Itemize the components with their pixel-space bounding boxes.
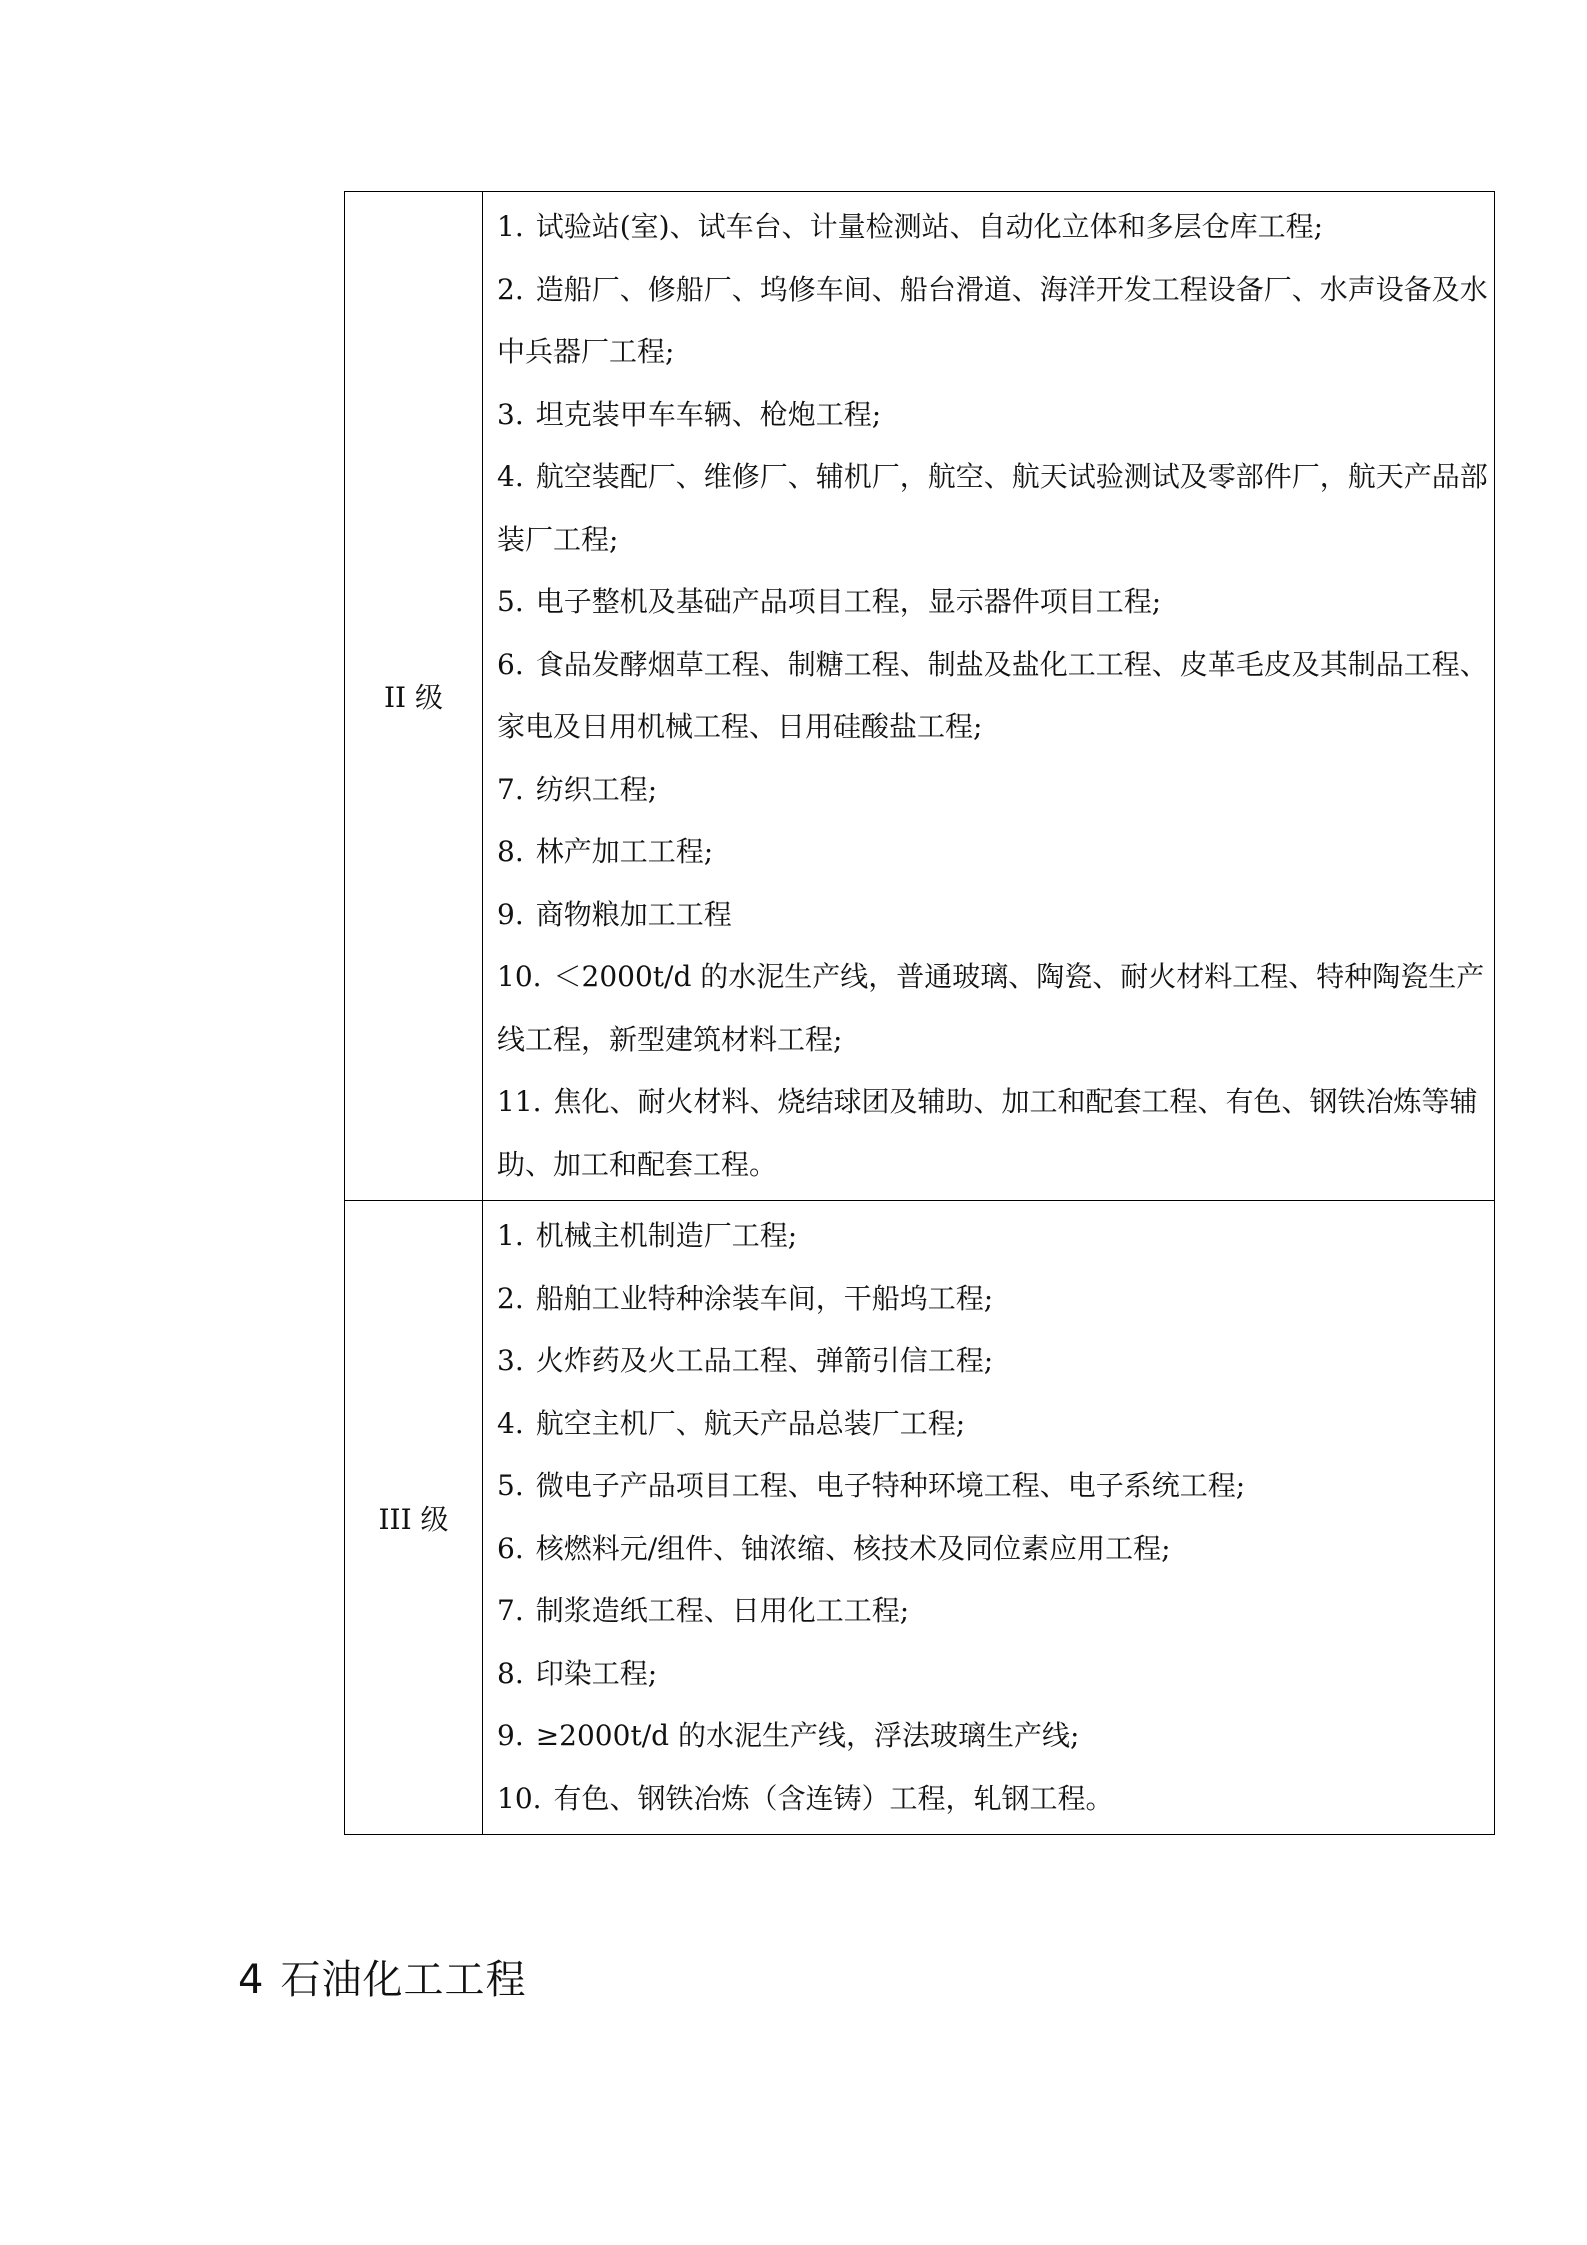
list-item <box>497 1518 1488 1581</box>
list-item <box>497 634 1488 759</box>
item-number: 11. <box>497 1085 542 1118</box>
item-text: 微电子产品项目工程、电子特种环境工程、电子系统工程; <box>535 1469 1246 1502</box>
item-number: 6. <box>497 647 524 681</box>
grade-cell: II 级 <box>345 192 483 1201</box>
item-number: 3. <box>497 1344 524 1377</box>
list-item <box>497 821 1488 884</box>
list-item <box>497 1071 1488 1196</box>
list-item <box>497 1268 1488 1331</box>
item-text: 制浆造纸工程、日用化工工程; <box>535 1594 910 1627</box>
item-text: 航空主机厂、航天产品总装厂工程; <box>535 1406 966 1440</box>
list-item <box>497 196 1488 259</box>
item-text: 纺织工程; <box>535 772 658 806</box>
section-heading <box>238 1948 526 2005</box>
item-number: 8. <box>497 835 524 868</box>
list-item <box>497 259 1488 384</box>
item-text: 商物粮加工工程 <box>535 897 732 931</box>
list-item <box>497 884 1488 947</box>
list-item <box>497 759 1488 822</box>
item-number: 10. <box>497 960 542 993</box>
item-number: 5. <box>497 1469 524 1502</box>
item-text: ＜2000t/d 的水泥生产线，普通玻璃、陶瓷、耐火材料工程、特种陶瓷生产线工程，新型建筑材料工程; <box>497 960 1485 1056</box>
item-text: 印染工程; <box>535 1656 658 1690</box>
item-list <box>497 1205 1488 1830</box>
item-text: ≥2000t/d 的水泥生产线，浮法玻璃生产线; <box>535 1719 1080 1752</box>
list-item <box>497 946 1488 1071</box>
list-item <box>497 1580 1488 1643</box>
item-text: 机械主机制造厂工程; <box>535 1219 798 1252</box>
item-text: 航空装配厂、维修厂、辅机厂，航空、航天试验测试及零部件厂，航天产品部装厂工程; <box>497 460 1488 556</box>
item-text: 造船厂、修船厂、坞修车间、船台滑道、海洋开发工程设备厂、水声设备及水中兵器厂工程; <box>497 272 1488 368</box>
list-item <box>497 1330 1488 1393</box>
item-number: 9. <box>497 897 524 931</box>
list-item <box>497 1393 1488 1456</box>
item-text: 食品发酵烟草工程、制糖工程、制盐及盐化工工程、皮革毛皮及其制品工程、家电及日用机械工程、日用硅酸盐工程; <box>497 647 1488 743</box>
item-list <box>497 196 1488 1196</box>
list-item <box>497 1768 1488 1831</box>
item-number: 8. <box>497 1656 524 1690</box>
list-item <box>497 446 1488 571</box>
item-number: 1. <box>497 1219 524 1252</box>
item-number: 4. <box>497 460 524 493</box>
grade-table <box>344 191 1495 1835</box>
item-text: 林产加工工程; <box>535 835 714 868</box>
item-number: 7. <box>497 772 524 806</box>
item-number: 4. <box>497 1406 524 1440</box>
list-item <box>497 1455 1488 1518</box>
item-number: 3. <box>497 397 524 431</box>
item-number: 6. <box>497 1531 524 1565</box>
item-text: 试验站(室)、试车台、计量检测站、自动化立体和多层仓库工程; <box>535 210 1324 243</box>
item-text: 焦化、耐火材料、烧结球团及辅助、加工和配套工程、有色、钢铁冶炼等辅助、加工和配套工程。 <box>497 1085 1478 1181</box>
item-number: 7. <box>497 1594 524 1627</box>
item-text: 船舶工业特种涂装车间，干船坞工程; <box>535 1281 994 1315</box>
section-number: 4 <box>238 1957 265 2003</box>
item-number: 10. <box>497 1781 542 1815</box>
list-item <box>497 1643 1488 1706</box>
item-text: 有色、钢铁冶炼（含连铸）工程，轧钢工程。 <box>553 1781 1114 1815</box>
items-cell <box>483 1201 1495 1835</box>
item-number: 2. <box>497 272 524 306</box>
items-cell <box>483 192 1495 1201</box>
item-text: 坦克装甲车车辆、枪炮工程; <box>535 397 882 431</box>
table-row <box>345 1201 1495 1835</box>
grade-cell: III 级 <box>345 1201 483 1835</box>
table-row <box>345 192 1495 1201</box>
list-item <box>497 1205 1488 1268</box>
item-number: 9. <box>497 1719 524 1752</box>
item-number: 5. <box>497 585 524 618</box>
item-text: 电子整机及基础产品项目工程，显示器件项目工程; <box>535 585 1162 618</box>
item-number: 2. <box>497 1281 524 1315</box>
item-text: 核燃料元/组件、铀浓缩、核技术及同位素应用工程; <box>535 1531 1171 1565</box>
item-number: 1. <box>497 210 524 243</box>
list-item <box>497 384 1488 447</box>
item-text: 火炸药及火工品工程、弹箭引信工程; <box>535 1344 994 1377</box>
list-item <box>497 571 1488 634</box>
section-title: 石油化工工程 <box>280 1957 527 2003</box>
list-item <box>497 1705 1488 1768</box>
